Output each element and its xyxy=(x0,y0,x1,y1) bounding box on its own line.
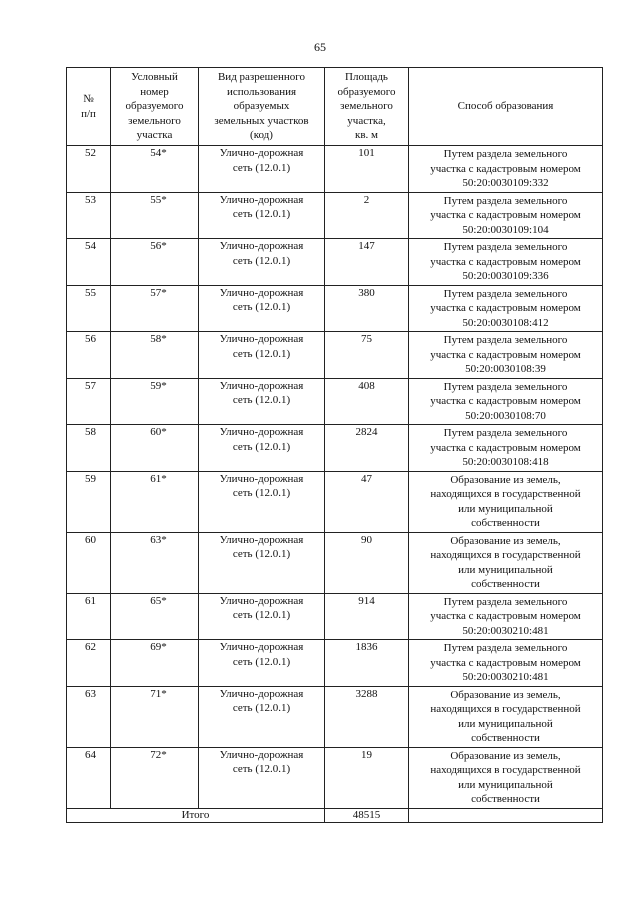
permitted-use-cell xyxy=(199,146,325,193)
area-cell: 147 xyxy=(325,239,409,286)
text-line: сеть (12.0.1) xyxy=(232,763,291,775)
formation-method-cell xyxy=(409,378,603,425)
area-cell: 1836 xyxy=(325,640,409,687)
row-number-cell: 56 xyxy=(67,332,111,379)
text-line: Улично-дорожная xyxy=(219,472,304,485)
area-cell: 19 xyxy=(325,747,409,808)
text-line: Улично-дорожная xyxy=(219,379,304,392)
conditional-number-cell: 71* xyxy=(111,686,199,747)
table-row xyxy=(67,640,603,687)
text-line: Образование из земель, xyxy=(450,688,561,701)
total-area: 48515 xyxy=(325,808,409,822)
text-line: Образование из земель, xyxy=(450,749,561,762)
text-line: Образование из земель, xyxy=(450,534,561,547)
text-line: Улично-дорожная xyxy=(219,426,304,438)
row-number-cell: 64 xyxy=(67,747,111,808)
text-line: (код) xyxy=(250,129,273,142)
text-line: участка с кадастровым номером xyxy=(430,395,581,407)
table-row xyxy=(67,686,603,747)
row-number-cell: 62 xyxy=(67,640,111,687)
header-conditional-number xyxy=(111,68,199,146)
text-line: сеть (12.0.1) xyxy=(232,254,291,267)
table-row xyxy=(67,192,603,239)
text-line: участка xyxy=(136,129,173,142)
text-line: Путем раздела земельного xyxy=(443,287,568,300)
text-line: номер xyxy=(140,85,169,98)
formation-method-cell xyxy=(409,285,603,332)
row-number-cell: 55 xyxy=(67,285,111,332)
text-line: 50:20:0030109:336 xyxy=(462,270,549,282)
header-area xyxy=(325,68,409,146)
area-cell: 90 xyxy=(325,532,409,593)
row-number-cell: 59 xyxy=(67,471,111,532)
formation-method-cell xyxy=(409,192,603,239)
text-line: Улично-дорожная xyxy=(219,594,304,607)
conditional-number-cell: 60* xyxy=(111,425,199,472)
permitted-use-cell xyxy=(199,686,325,747)
permitted-use-cell xyxy=(199,192,325,239)
table-body xyxy=(67,146,603,809)
text-line: участка с кадастровым номером xyxy=(430,656,581,669)
area-cell: 3288 xyxy=(325,686,409,747)
text-line: Образование из земель, xyxy=(450,473,561,486)
text-line: находящихся в государственной xyxy=(430,488,581,500)
text-line: сеть (12.0.1) xyxy=(232,208,291,220)
text-line: кв. м xyxy=(355,129,378,142)
table-row xyxy=(67,471,603,532)
permitted-use-cell xyxy=(199,471,325,532)
area-cell: 2824 xyxy=(325,425,409,472)
text-line: сеть (12.0.1) xyxy=(232,655,291,668)
header-formation-method xyxy=(409,68,603,146)
formation-method-cell xyxy=(409,332,603,379)
text-line: Путем раздела земельного xyxy=(443,642,568,654)
permitted-use-cell xyxy=(199,378,325,425)
conditional-number-cell: 59* xyxy=(111,378,199,425)
text-line: участка с кадастровым номером xyxy=(430,302,581,314)
text-line: 50:20:0030108:418 xyxy=(462,456,549,468)
text-line: Улично-дорожная xyxy=(219,333,304,345)
text-line: участка с кадастровым номером xyxy=(430,162,581,175)
text-line: Площадь xyxy=(345,71,388,84)
text-line: находящихся в государственной xyxy=(430,703,581,715)
text-line: Улично-дорожная xyxy=(219,748,304,761)
row-number-cell: 54 xyxy=(67,239,111,286)
text-line: образуемого xyxy=(125,100,184,113)
text-line: Улично-дорожная xyxy=(219,533,304,546)
text-line: участка с кадастровым номером xyxy=(430,441,581,454)
text-line: участка с кадастровым номером xyxy=(430,209,581,221)
text-line: 50:20:0030108:412 xyxy=(462,316,549,329)
permitted-use-cell xyxy=(199,532,325,593)
area-cell: 101 xyxy=(325,146,409,193)
text-line: сеть (12.0.1) xyxy=(232,548,291,560)
text-line: использования xyxy=(226,85,297,98)
text-line: Путем раздела земельного xyxy=(443,334,568,346)
table-row xyxy=(67,285,603,332)
text-line: Улично-дорожная xyxy=(219,240,304,252)
text-line: земельных участков xyxy=(214,114,309,127)
formation-method-cell xyxy=(409,640,603,687)
text-line: или муниципальной xyxy=(458,717,553,730)
text-line: Улично-дорожная xyxy=(219,641,304,653)
table-row xyxy=(67,747,603,808)
conditional-number-cell: 54* xyxy=(111,146,199,193)
formation-method-cell xyxy=(409,471,603,532)
formation-method-cell xyxy=(409,593,603,640)
conditional-number-cell: 61* xyxy=(111,471,199,532)
text-line: 50:20:0030108:39 xyxy=(465,363,546,375)
header-number xyxy=(67,68,111,146)
area-cell: 75 xyxy=(325,332,409,379)
conditional-number-cell: 63* xyxy=(111,532,199,593)
text-line: находящихся в государственной xyxy=(430,764,581,776)
text-line: Вид разрешенного xyxy=(217,71,306,84)
text-line: сеть (12.0.1) xyxy=(232,394,291,406)
text-line: Улично-дорожная xyxy=(219,286,304,299)
text-line: собственности xyxy=(471,793,540,805)
table-row xyxy=(67,239,603,286)
total-empty-cell xyxy=(409,808,603,822)
total-label: Итого xyxy=(67,808,325,822)
text-line: собственности xyxy=(471,732,540,744)
text-line: или муниципальной xyxy=(458,502,553,515)
text-line: находящихся в государственной xyxy=(430,549,581,561)
row-number-cell: 58 xyxy=(67,425,111,472)
text-line: 50:20:0030109:332 xyxy=(462,177,549,189)
table-row xyxy=(67,332,603,379)
text-line: 50:20:0030210:481 xyxy=(462,624,549,637)
formation-method-cell xyxy=(409,146,603,193)
area-cell: 2 xyxy=(325,192,409,239)
table-row xyxy=(67,593,603,640)
conditional-number-cell: 57* xyxy=(111,285,199,332)
text-line: сеть (12.0.1) xyxy=(232,487,291,499)
table-header-row xyxy=(67,68,603,146)
row-number-cell: 61 xyxy=(67,593,111,640)
text-line: образуемых xyxy=(233,100,290,113)
row-number-cell: 60 xyxy=(67,532,111,593)
text-line: собственности xyxy=(471,517,540,529)
text-line: Путем раздела земельного xyxy=(443,595,568,608)
table-row xyxy=(67,146,603,193)
permitted-use-cell xyxy=(199,640,325,687)
text-line: образуемого xyxy=(337,85,396,98)
conditional-number-cell: 56* xyxy=(111,239,199,286)
conditional-number-cell: 65* xyxy=(111,593,199,640)
permitted-use-cell xyxy=(199,747,325,808)
text-line: участка с кадастровым номером xyxy=(430,348,581,361)
text-line: Путем раздела земельного xyxy=(443,380,568,393)
header-permitted-use xyxy=(199,68,325,146)
page-number: 65 xyxy=(314,40,326,54)
permitted-use-cell xyxy=(199,239,325,286)
text-line: или муниципальной xyxy=(458,563,553,576)
formation-method-cell xyxy=(409,686,603,747)
text-line: сеть (12.0.1) xyxy=(232,347,291,360)
area-cell: 914 xyxy=(325,593,409,640)
text-line: Путем раздела земельного xyxy=(443,148,568,160)
text-line: Условный xyxy=(131,71,178,84)
text-line: земельного xyxy=(340,100,393,113)
text-line: 50:20:0030210:481 xyxy=(462,671,549,683)
text-line: сеть (12.0.1) xyxy=(232,609,291,621)
permitted-use-cell xyxy=(199,332,325,379)
text-line: сеть (12.0.1) xyxy=(232,301,291,313)
text-line: п/п xyxy=(81,107,96,120)
row-number-cell: 52 xyxy=(67,146,111,193)
text-line: собственности xyxy=(471,578,540,590)
text-line: участка, xyxy=(347,114,386,127)
table-row xyxy=(67,425,603,472)
row-number-cell: 63 xyxy=(67,686,111,747)
text-line: Путем раздела земельного xyxy=(443,427,568,439)
permitted-use-cell xyxy=(199,285,325,332)
text-line: сеть (12.0.1) xyxy=(232,702,291,714)
conditional-number-cell: 58* xyxy=(111,332,199,379)
area-cell: 47 xyxy=(325,471,409,532)
formation-method-cell xyxy=(409,747,603,808)
text-line: Улично-дорожная xyxy=(219,687,304,700)
formation-method-cell xyxy=(409,425,603,472)
table-row xyxy=(67,532,603,593)
text-line: № xyxy=(83,93,94,105)
row-number-cell: 53 xyxy=(67,192,111,239)
conditional-number-cell: 69* xyxy=(111,640,199,687)
text-line: земельного xyxy=(128,114,181,127)
text-line: участка с кадастровым номером xyxy=(430,255,581,268)
conditional-number-cell: 55* xyxy=(111,192,199,239)
text-line: Путем раздела земельного xyxy=(443,241,568,253)
formation-method-cell xyxy=(409,532,603,593)
text-line: или муниципальной xyxy=(458,778,553,791)
text-line: Путем раздела земельного xyxy=(443,194,568,207)
text-line: сеть (12.0.1) xyxy=(232,440,291,453)
conditional-number-cell: 72* xyxy=(111,747,199,808)
land-plots-table xyxy=(66,67,603,823)
text-line: участка с кадастровым номером xyxy=(430,610,581,622)
text-line: 50:20:0030109:104 xyxy=(462,223,549,236)
area-cell: 380 xyxy=(325,285,409,332)
row-number-cell: 57 xyxy=(67,378,111,425)
text-line: Улично-дорожная xyxy=(219,147,304,159)
text-line: сеть (12.0.1) xyxy=(232,161,291,174)
total-row xyxy=(67,808,603,822)
text-line: 50:20:0030108:70 xyxy=(465,409,546,422)
text-line: Улично-дорожная xyxy=(219,193,304,206)
formation-method-cell xyxy=(409,239,603,286)
text-line: Способ образования xyxy=(457,100,554,113)
table-row xyxy=(67,378,603,425)
area-cell: 408 xyxy=(325,378,409,425)
permitted-use-cell xyxy=(199,425,325,472)
permitted-use-cell xyxy=(199,593,325,640)
